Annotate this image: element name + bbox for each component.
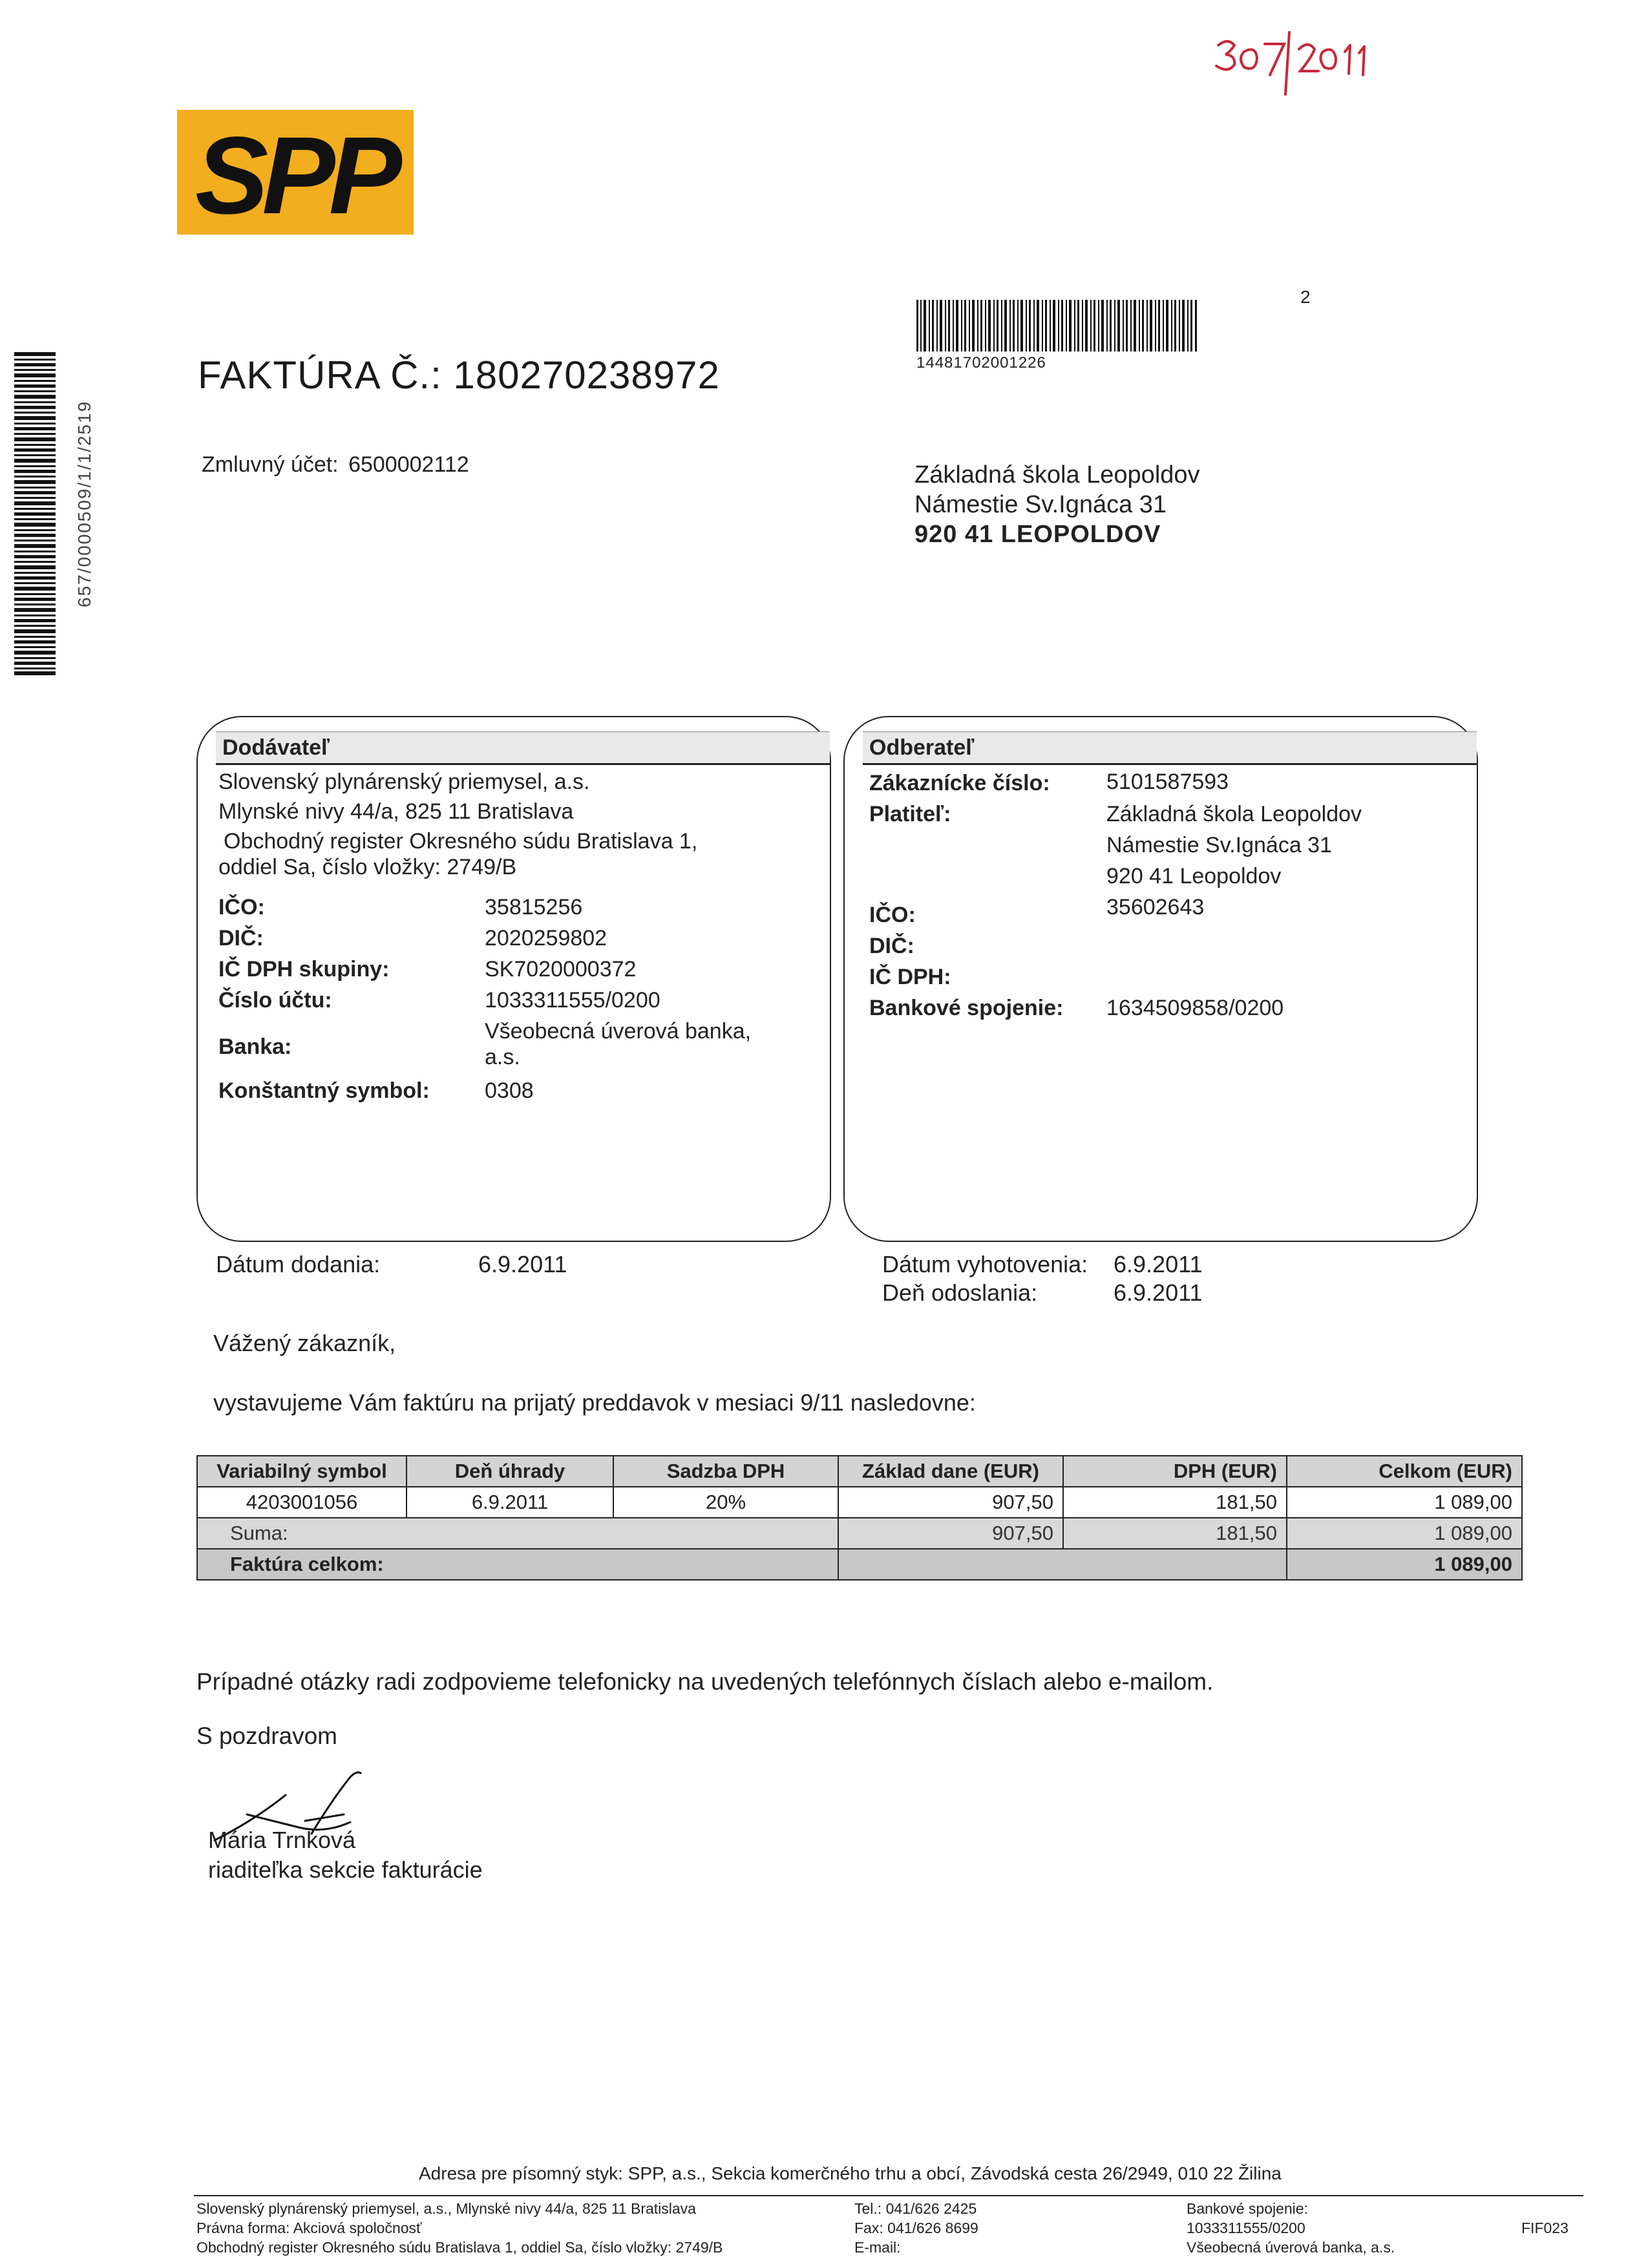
supplier-icdph: SK7020000372 [485,957,637,982]
side-code: 657/0000509/1/1/2519 [74,400,94,607]
customer-ico-label: IČO: [869,903,916,927]
table-row [197,1487,1522,1518]
invoice-title [198,353,720,397]
customer-heading: Odberateľ [863,731,1477,765]
col-tax-base: Základ dane (EUR) [838,1456,1063,1487]
supplier-ico-label: IČO: [218,895,265,919]
supplier-name: Slovenský plynárenský priemysel, a.s. [218,770,590,794]
issue-date-label: Dátum vyhotovenia: [882,1251,1088,1277]
handwritten-note [1212,26,1406,97]
page-number: 2 [1300,287,1311,307]
footer-company-line3: Obchodný register Okresného súdu Bratislava 1, oddiel Sa, číslo vložky: 2749/B [196,2239,723,2256]
col-payment-day: Deň úhrady [407,1456,613,1487]
total-label: Faktúra celkom: [197,1549,838,1580]
footer-tel: Tel.: 041/626 2425 [854,2200,977,2217]
sum-label: Suma: [197,1518,838,1549]
total-value: 1 089,00 [1287,1549,1522,1580]
question-text: Prípadné otázky radi zodpovieme telefonicky na uvedených telefónnych číslach alebo e-mailom. [196,1668,1214,1695]
footer-company-line2: Právna forma: Akciová spoločnosť [196,2220,422,2236]
customer-dic-label: DIČ: [869,934,914,958]
customer-bank: 1634509858/0200 [1106,996,1284,1020]
customer-number-label: Zákaznícke číslo: [869,771,1050,795]
customer-payer-1: Základná škola Leopoldov [1106,802,1362,826]
customer-payer-3: 920 41 Leopoldov [1106,864,1282,888]
footer-bank-account: 1033311555/0200 [1187,2220,1305,2236]
signer-title: riaditeľka sekcie fakturácie [208,1856,483,1883]
supplier-constsym: 0308 [485,1078,534,1103]
send-date-label: Deň odoslania: [882,1279,1038,1306]
col-vat: DPH (EUR) [1063,1456,1287,1487]
supplier-dic: 2020259802 [485,926,607,950]
recipient-city: 920 41 LEOPOLDOV [914,521,1161,548]
customer-payer-label: Platiteľ: [869,802,951,826]
recipient-name: Základná škola Leopoldov [914,461,1200,488]
intro-text: vystavujeme Vám faktúru na prijatý preddavok v mesiaci 9/11 nasledovne: [213,1389,976,1416]
sum-vat: 181,50 [1063,1518,1287,1549]
customer-bank-label: Bankové spojenie: [869,996,1064,1020]
supplier-box [196,716,831,1242]
recipient-address [914,460,1200,549]
postal-address: Adresa pre písomný styk: SPP, a.s., Sekcia komerčného trhu a obcí, Závodská cesta 26/2949, 010 22 Žilina [419,2163,1282,2183]
customer-payer-2: Námestie Sv.Ignáca 31 [1106,833,1332,857]
supplier-bank-1: Všeobecná úverová banka, [485,1019,752,1044]
supplier-heading: Dodávateľ [216,731,830,765]
supplier-account: 1033311555/0200 [485,988,660,1013]
footer-divider [194,2195,1583,2196]
delivery-date: 6.9.2011 [478,1251,567,1277]
supplier-register-2: oddiel Sa, číslo vložky: 2749/B [218,855,517,879]
invoice-title-label: FAKTÚRA Č.: [198,353,442,397]
footer-bank [1187,2199,1395,2257]
cell-total: 1 089,00 [1287,1487,1522,1518]
customer-box [843,716,1478,1242]
customer-ico: 35602643 [1106,895,1205,919]
barcode-number: 14481702001226 [916,354,1046,372]
supplier-street: Mlynské nivy 44/a, 825 11 Bratislava [218,799,574,824]
col-total: Celkom (EUR) [1287,1456,1522,1487]
supplier-icdph-label: IČ DPH skupiny: [218,957,390,982]
supplier-bank-label: Banka: [218,1034,292,1059]
contract-number: 6500002112 [348,452,469,477]
total-spacer [838,1549,1287,1580]
cell-vat-rate: 20% [613,1487,838,1518]
recipient-street: Námestie Sv.Ignáca 31 [914,491,1167,518]
signer-name: Mária Trnková [208,1827,356,1853]
footer-company-line1: Slovenský plynárenský priemysel, a.s., Mlynské nivy 44/a, 825 11 Bratislava [196,2200,696,2217]
footer-company [196,2199,723,2257]
issue-date: 6.9.2011 [1114,1251,1203,1277]
table-header-row [197,1456,1522,1487]
send-date: 6.9.2011 [1114,1279,1203,1306]
footer-bank-label: Bankové spojenie: [1187,2200,1308,2217]
supplier-register-1: Obchodný register Okresného súdu Bratislava 1, [224,829,698,854]
sum-row [197,1518,1522,1549]
supplier-ico: 35815256 [485,895,583,919]
cell-payment-day: 6.9.2011 [407,1487,613,1518]
col-vat-rate: Sadzba DPH [613,1456,838,1487]
invoice-number: 180270238972 [453,353,720,397]
contract-label: Zmluvný účet: [202,452,339,477]
footer-contact [854,2199,978,2257]
total-row [197,1549,1522,1580]
salutation: Vážený zákazník, [213,1330,396,1356]
delivery-date-label: Dátum dodania: [216,1251,381,1277]
side-barcode [14,352,56,675]
col-variable-symbol: Variabilný symbol [197,1456,407,1487]
signer-block [208,1825,483,1885]
svg-text:SPP: SPP [195,114,396,235]
sum-total: 1 089,00 [1287,1518,1522,1549]
footer-email: E-mail: [854,2239,901,2256]
supplier-account-label: Číslo účtu: [218,988,332,1013]
cell-vat: 181,50 [1063,1487,1287,1518]
sum-base: 907,50 [838,1518,1063,1549]
invoice-barcode [916,300,1197,352]
spp-logo [177,110,414,235]
footer-form-code: FIF023 [1521,2220,1569,2236]
supplier-constsym-label: Konštantný symbol: [218,1078,430,1103]
greeting: S pozdravom [196,1723,337,1749]
cell-variable-symbol: 4203001056 [197,1487,407,1518]
contract-account [198,452,469,478]
supplier-bank-2: a.s. [485,1045,520,1069]
footer-fax: Fax: 041/626 8699 [854,2220,978,2236]
cell-tax-base: 907,50 [838,1487,1063,1518]
footer-bank-name: Všeobecná úverová banka, a.s. [1187,2239,1395,2256]
customer-icdph-label: IČ DPH: [869,965,951,989]
customer-number: 5101587593 [1106,770,1229,794]
invoice-table [196,1455,1523,1580]
supplier-dic-label: DIČ: [218,926,264,950]
